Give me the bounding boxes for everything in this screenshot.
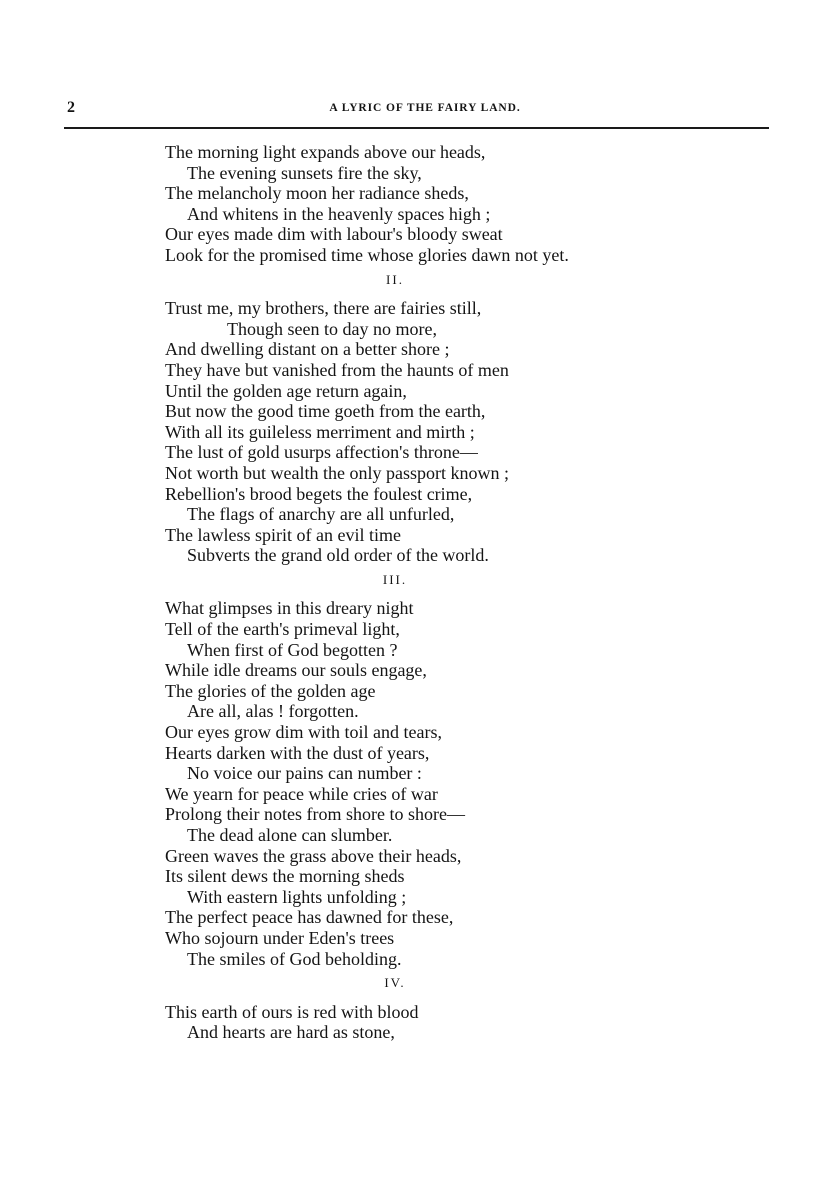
poem-line: They have but vanished from the haunts of men xyxy=(165,359,509,380)
poem-line: Prolong their notes from shore to shore— xyxy=(165,804,465,825)
running-title: A LYRIC OF THE FAIRY LAND. xyxy=(329,102,521,114)
poem-line: The glories of the golden age xyxy=(165,680,376,701)
section-numeral-2: II. xyxy=(386,271,404,287)
section-numeral-3: III. xyxy=(382,571,408,587)
poem-line: The lust of gold usurps affection's throne— xyxy=(165,442,478,463)
poem-line: What glimpses in this dreary night xyxy=(165,598,414,619)
poem-line: The melancholy moon her radiance sheds, xyxy=(165,183,469,204)
poem-line: The perfect peace has dawned for these, xyxy=(165,907,454,928)
poem-line: Look for the promised time whose glories dawn not yet. xyxy=(165,244,569,265)
poem-line: Not worth but wealth the only passport known ; xyxy=(165,462,509,483)
poem-line: Until the golden age return again, xyxy=(165,380,407,401)
poem-line: When first of God begotten ? xyxy=(187,639,398,660)
poem-line: But now the good time goeth from the earth, xyxy=(165,401,486,422)
poem-line: Though seen to day no more, xyxy=(227,318,437,339)
poem-line: We yearn for peace while cries of war xyxy=(165,783,438,804)
poem-line: Are all, alas ! forgotten. xyxy=(187,701,359,722)
poem-line: Rebellion's brood begets the foulest crime, xyxy=(165,483,473,504)
poem-line: The flags of anarchy are all unfurled, xyxy=(187,504,455,525)
poem-line: And hearts are hard as stone, xyxy=(187,1022,395,1043)
poem-line: Green waves the grass above their heads, xyxy=(165,845,462,866)
poem-line: Who sojourn under Eden's trees xyxy=(165,927,395,948)
poem-line: And dwelling distant on a better shore ; xyxy=(165,339,450,360)
poem-line: And whitens in the heavenly spaces high ; xyxy=(187,203,491,224)
stanza-3 xyxy=(165,598,695,969)
page-number: 2 xyxy=(67,99,75,116)
poem-line: Trust me, my brothers, there are fairies still, xyxy=(165,298,482,319)
poem-line: Subverts the grand old order of the world. xyxy=(187,545,489,566)
poem-line: Its silent dews the morning sheds xyxy=(165,866,405,887)
poem-line: The evening sunsets fire the sky, xyxy=(187,162,422,183)
poem-line: While idle dreams our souls engage, xyxy=(165,660,427,681)
stanza-2 xyxy=(165,298,695,566)
poem-line: Our eyes made dim with labour's bloody sweat xyxy=(165,224,503,245)
poem-line: The lawless spirit of an evil time xyxy=(165,524,401,545)
poem-line: With all its guileless merriment and mirth ; xyxy=(165,421,475,442)
poem-line: Our eyes grow dim with toil and tears, xyxy=(165,722,442,743)
poem-line: Tell of the earth's primeval light, xyxy=(165,619,400,640)
stanza-1 xyxy=(165,142,695,266)
stanza-4 xyxy=(165,1002,695,1043)
poem-line: This earth of ours is red with blood xyxy=(165,1001,419,1022)
header-rule xyxy=(64,127,769,129)
poem-line: The smiles of God beholding. xyxy=(187,948,402,969)
section-numeral-4: IV. xyxy=(384,975,406,991)
poem-line: Hearts darken with the dust of years, xyxy=(165,742,430,763)
poem-line: The morning light expands above our heads, xyxy=(165,142,486,162)
poem-line: No voice our pains can number : xyxy=(187,763,422,784)
poem-line: The dead alone can slumber. xyxy=(187,825,393,845)
poem-body xyxy=(165,142,695,1043)
poem-line: With eastern lights unfolding ; xyxy=(187,886,407,907)
